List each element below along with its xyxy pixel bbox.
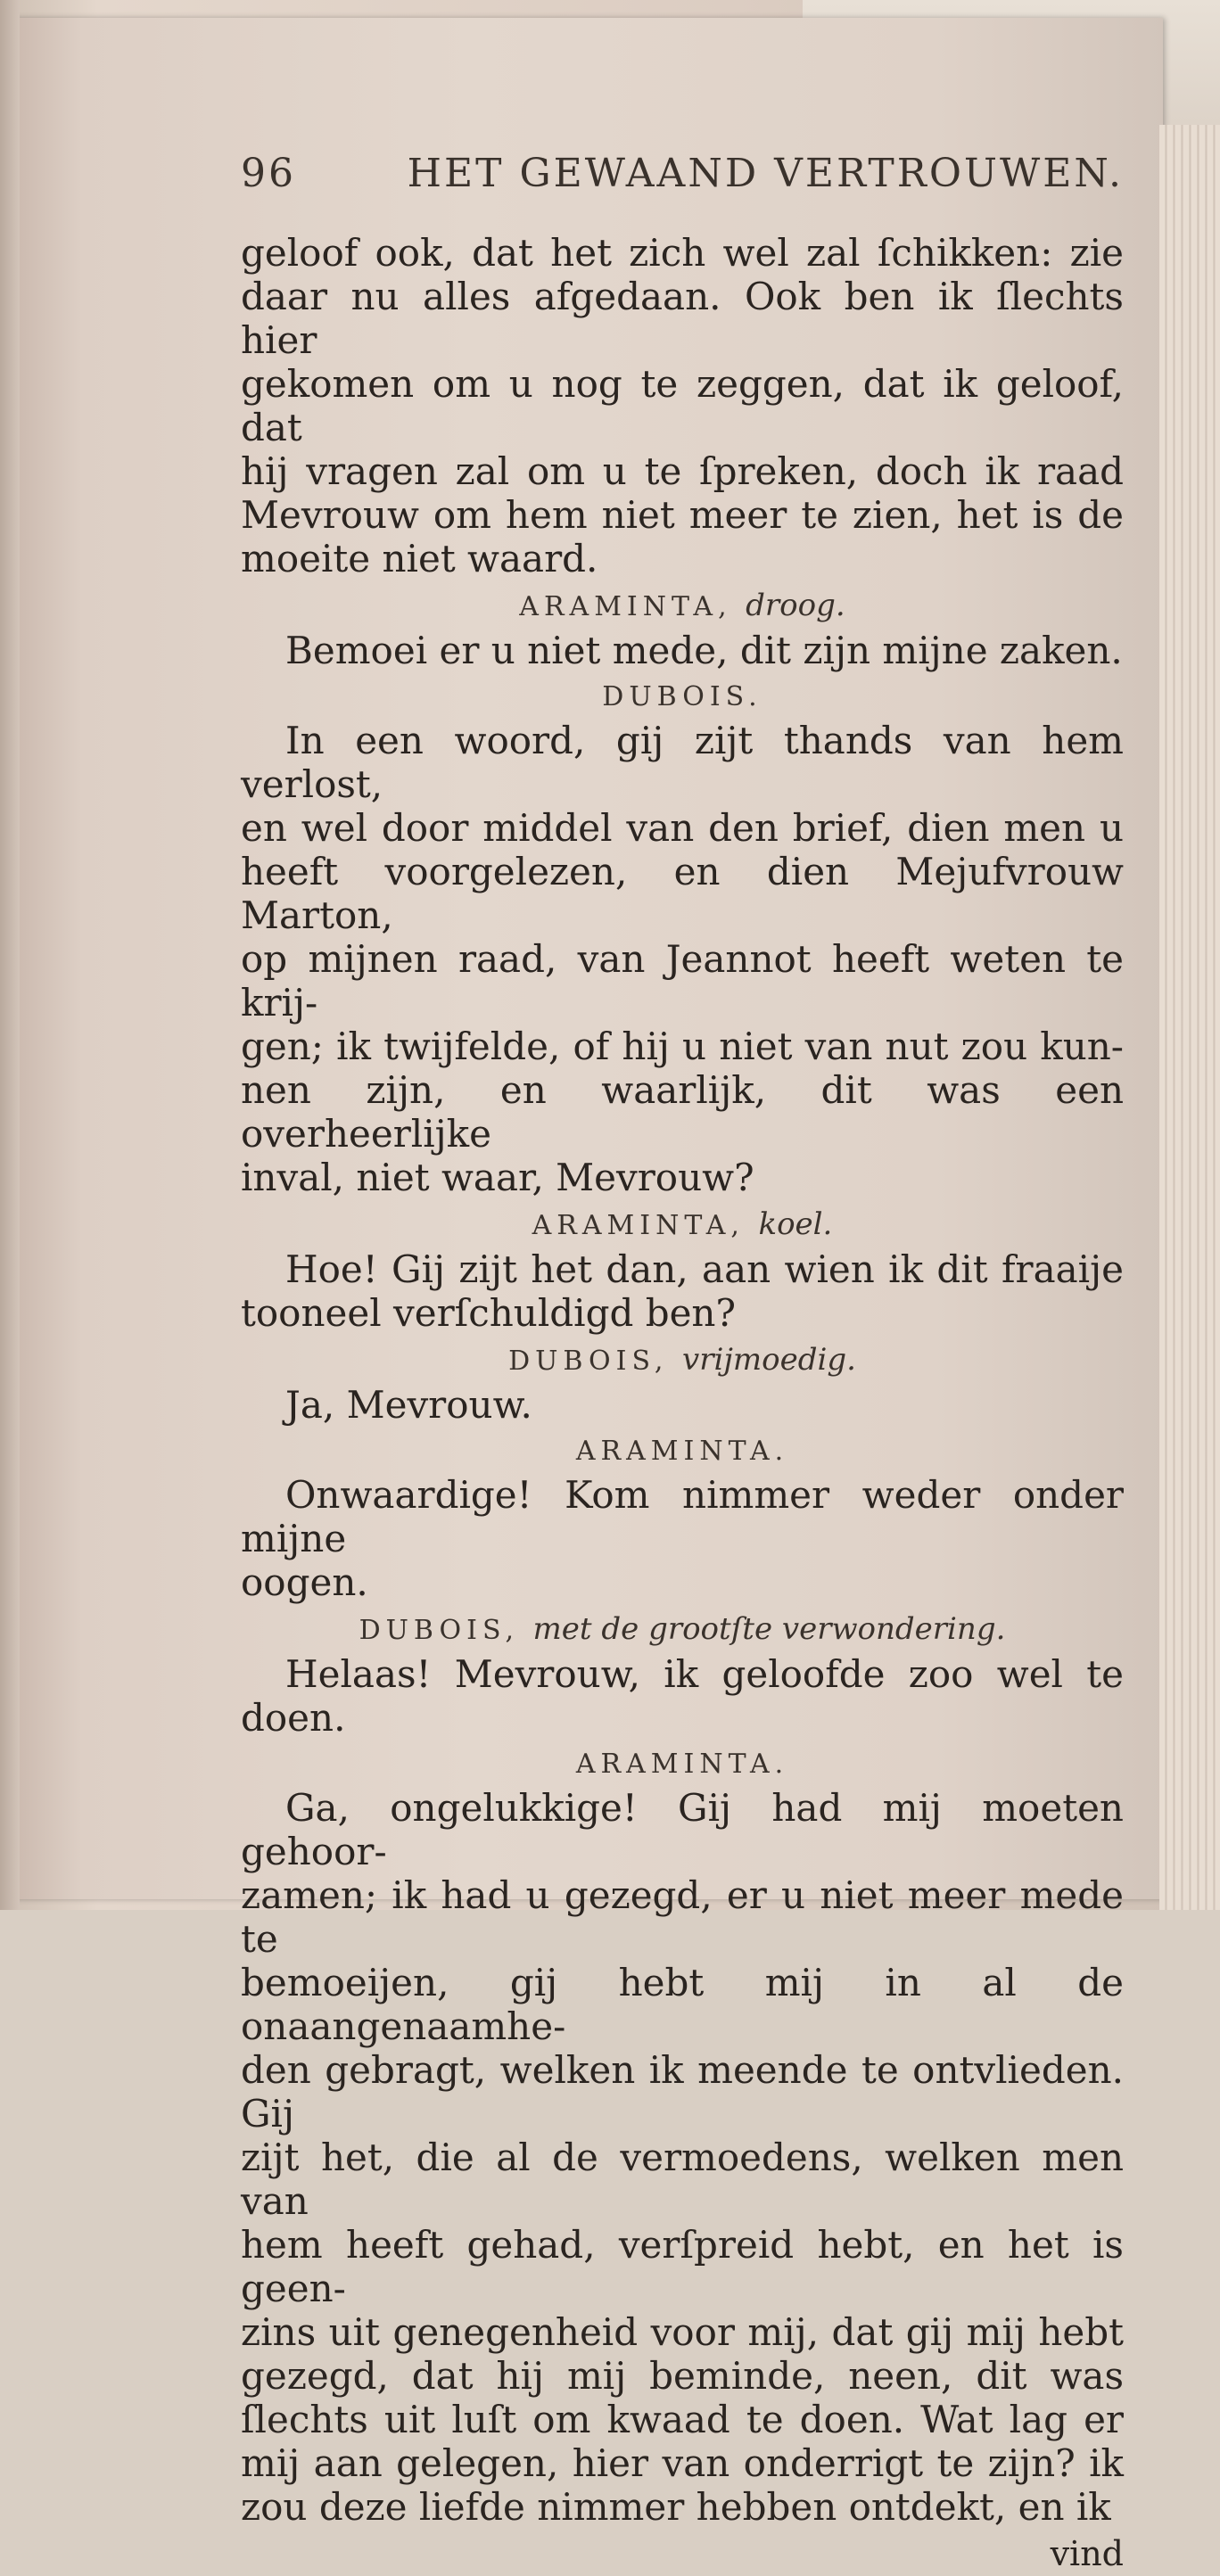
stage-direction: droog. bbox=[746, 588, 845, 623]
text-line: zijt het, die al de vermoedens, welken men van bbox=[241, 2136, 1124, 2223]
text-line: hem heeft gehad, verſpreid hebt, en het is geen- bbox=[241, 2223, 1124, 2310]
text-line: gen; ik twijfelde, of hij u niet van nut zou kun- bbox=[241, 1025, 1124, 1068]
page-number: 96 bbox=[241, 151, 296, 196]
dialogue-paragraph bbox=[241, 629, 1124, 672]
text-line: nen zijn, en waarlijk, dit was een overheerlijke bbox=[241, 1068, 1124, 1156]
speaker-name: ARAMINTA, bbox=[532, 1210, 745, 1241]
speaker-heading bbox=[241, 1745, 1124, 1784]
text-line: op mijnen raad, van Jeannot heeft weten te krij- bbox=[241, 937, 1124, 1025]
binding-edge bbox=[0, 0, 20, 1910]
page-edges bbox=[1159, 125, 1220, 1910]
text-line: Mevrouw om hem niet meer te zien, het is de bbox=[241, 493, 1124, 537]
text-line: en wel door middel van den brief, dien men u bbox=[241, 806, 1124, 850]
text-line: moeite niet waard. bbox=[241, 537, 598, 580]
text-line: oogen. bbox=[241, 1560, 368, 1604]
page-text bbox=[241, 152, 1124, 2576]
text-line: hij vragen zal om u te ſpreken, doch ik raad bbox=[241, 449, 1124, 493]
text-line: gekomen om u nog te zeggen, dat ik geloof, dat bbox=[241, 362, 1124, 449]
dialogue-paragraph bbox=[241, 1247, 1124, 1335]
text-line: tooneel verſchuldigd ben? bbox=[241, 1291, 737, 1335]
play-text bbox=[241, 231, 1124, 2529]
text-line: zamen; ik had u gezegd, er u niet meer mede te bbox=[241, 1873, 1124, 1961]
dialogue-paragraph bbox=[241, 1652, 1124, 1740]
speaker-heading bbox=[241, 1340, 1124, 1381]
text-line: In een woord, gij zijt thands van hem verlost, bbox=[241, 719, 1124, 806]
dialogue-paragraph bbox=[241, 719, 1124, 1199]
dialogue-paragraph bbox=[241, 231, 1124, 580]
text-line: inval, niet waar, Mevrouw? bbox=[241, 1156, 754, 1199]
speaker-heading bbox=[241, 678, 1124, 717]
speaker-name: ARAMINTA. bbox=[575, 1436, 789, 1467]
text-line: zou deze liefde nimmer hebben ontdekt, en ik bbox=[241, 2485, 1111, 2529]
text-line: zins uit genegenheid voor mij, dat gij mij hebt bbox=[241, 2310, 1124, 2354]
speaker-name: ARAMINTA. bbox=[575, 1749, 789, 1780]
catchword: vind bbox=[1050, 2534, 1124, 2573]
speaker-name: DUBOIS, bbox=[359, 1615, 519, 1646]
text-line: daar nu alles afgedaan. Ook ben ik ſlechts hier bbox=[241, 275, 1124, 362]
text-line: Bemoei er u niet mede, dit zijn mijne zaken. bbox=[285, 629, 1123, 672]
dialogue-paragraph bbox=[241, 1473, 1124, 1604]
speaker-heading bbox=[241, 1432, 1124, 1471]
speaker-name: DUBOIS. bbox=[602, 681, 762, 712]
stage-direction: met de grootſte verwondering. bbox=[532, 1611, 1006, 1647]
stage-direction: koel. bbox=[758, 1206, 833, 1242]
stage-direction: vrijmoedig. bbox=[682, 1342, 856, 1378]
text-line: Ja, Mevrouw. bbox=[285, 1383, 532, 1427]
text-line: geloof ook, dat het zich wel zal ſchikken: zie bbox=[241, 231, 1124, 275]
running-title: HET GEWAAND VERTROUWEN. bbox=[407, 151, 1124, 196]
text-line: heeft voorgelezen, en dien Mejufvrouw Marton, bbox=[241, 850, 1124, 937]
text-line: ſlechts uit luſt om kwaad te doen. Wat lag er bbox=[241, 2398, 1124, 2441]
text-line: mij aan gelegen, hier van onderrigt te zijn? ik bbox=[241, 2441, 1124, 2485]
text-line: Hoe! Gij zijt het dan, aan wien ik dit fraaije bbox=[285, 1247, 1124, 1291]
dialogue-paragraph bbox=[241, 1786, 1124, 2529]
page-header bbox=[241, 152, 1124, 195]
speaker-heading bbox=[241, 586, 1124, 627]
text-line: Helaas! Mevrouw, ik geloofde zoo wel te doen. bbox=[241, 1652, 1124, 1740]
text-line: Ga, ongelukkige! Gij had mij moeten gehoor- bbox=[241, 1786, 1124, 1873]
text-line: bemoeijen, gij hebt mij in al de onaangenaamhe- bbox=[241, 1961, 1124, 2048]
dialogue-paragraph bbox=[241, 1383, 1124, 1427]
speaker-heading bbox=[241, 1205, 1124, 1246]
speaker-name: DUBOIS, bbox=[508, 1346, 669, 1377]
text-line: gezegd, dat hij mij beminde, neen, dit was bbox=[241, 2354, 1124, 2398]
speaker-heading bbox=[241, 1609, 1124, 1650]
text-line: Onwaardige! Kom nimmer weder onder mijne bbox=[241, 1473, 1124, 1560]
text-line: den gebragt, welken ik meende te ontvlieden. Gij bbox=[241, 2048, 1124, 2136]
speaker-name: ARAMINTA, bbox=[519, 591, 732, 622]
